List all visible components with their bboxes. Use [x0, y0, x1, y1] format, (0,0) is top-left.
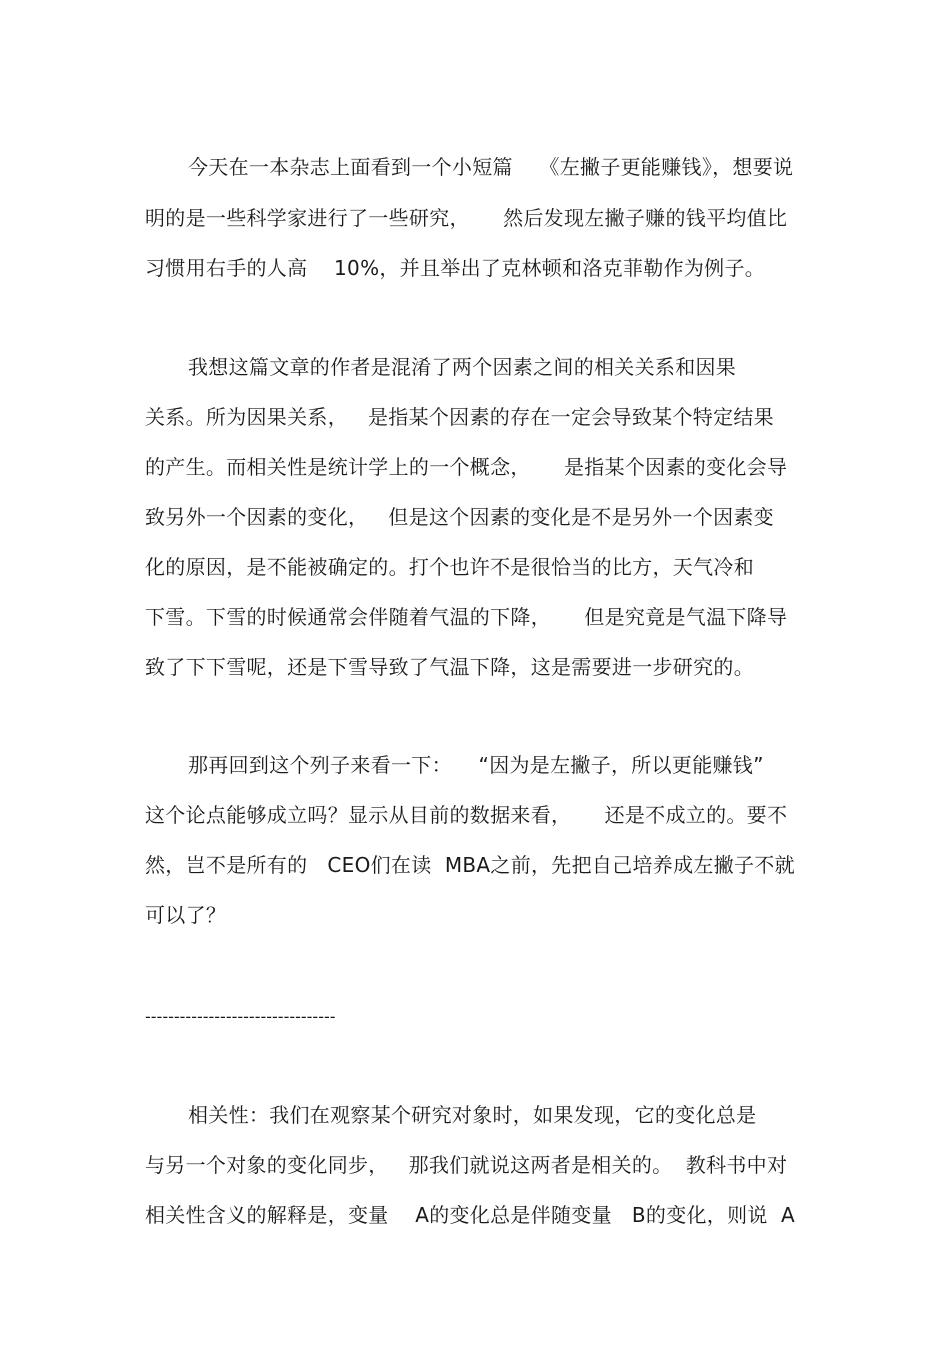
paragraph-4-line-3: 相关性含义的解释是，变量 A的变化总是伴随变量 B的变化，则说 A — [145, 1203, 795, 1227]
paragraph-2-line-7: 致了下下雪呢，还是下雪导致了气温下降，这是需要进一步研究的。 — [145, 655, 754, 679]
paragraph-4-line-2: 与另一个对象的变化同步， 那我们就说这两者是相关的。 教科书中对 — [145, 1153, 788, 1177]
paragraph-1-line-3: 习惯用右手的人高 10%，并且举出了克林顿和洛克菲勒作为例子。 — [145, 256, 766, 280]
paragraph-3-line-3: 然，岂不是所有的 CEO们在读 MBA之前，先把自己培养成左撇子不就 — [145, 853, 795, 877]
paragraph-2-line-3: 的产生。而相关性是统计学上的一个概念， 是指某个因素的变化会导 — [145, 455, 788, 479]
paragraph-2-line-2: 关系。所为因果关系， 是指某个因素的存在一定会导致某个特定结果 — [145, 405, 774, 429]
section-divider: --------------------------------- — [145, 1007, 336, 1026]
paragraph-3-line-2: 这个论点能够成立吗？显示从目前的数据来看， 还是不成立的。要不 — [145, 803, 788, 827]
paragraph-2-line-1: 我想这篇文章的作者是混淆了两个因素之间的相关关系和因果 — [188, 355, 737, 379]
paragraph-4-line-1: 相关性：我们在观察某个研究对象时，如果发现，它的变化总是 — [188, 1103, 757, 1127]
paragraph-2-line-6: 下雪。下雪的时候通常会伴随着气温的下降， 但是究竟是气温下降导 — [145, 605, 788, 629]
paragraph-2-line-4: 致另外一个因素的变化， 但是这个因素的变化是不是另外一个因素变 — [145, 505, 774, 529]
paragraph-2-line-5: 化的原因，是不能被确定的。打个也许不是很恰当的比方，天气冷和 — [145, 555, 754, 579]
paragraph-1-line-1: 今天在一本杂志上面看到一个小短篇 《左撇子更能赚钱》，想要说 — [188, 155, 794, 179]
paragraph-3-line-4: 可以了？ — [145, 903, 227, 927]
paragraph-1-line-2: 明的是一些科学家进行了一些研究， 然后发现左撇子赚的钱平均值比 — [145, 206, 788, 230]
paragraph-3-line-1: 那再回到这个列子来看一下： “因为是左撇子，所以更能赚钱” — [188, 753, 764, 777]
